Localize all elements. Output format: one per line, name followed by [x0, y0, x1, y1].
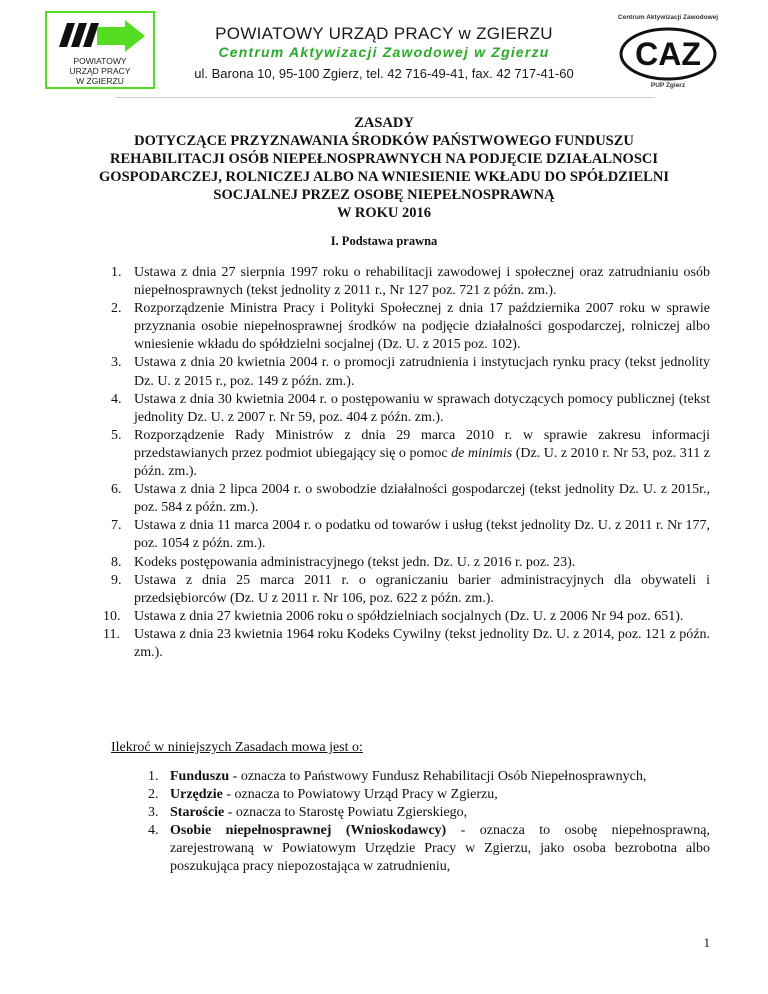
list-item	[111, 481, 710, 517]
list-item	[148, 822, 710, 876]
item-number: 6.	[111, 482, 122, 498]
caz-emblem-icon	[618, 26, 718, 82]
pup-logo	[45, 11, 155, 89]
organization-address: ul. Barona 10, 95-100 Zgierz, tel. 42 716-49-41, fax. 42 717-41-60	[194, 66, 574, 81]
item-text: Ustawa z dnia 27 kwietnia 2006 roku o spółdzielniach socjalnych (Dz. U. z 2006 Nr 94 poz. 651).	[134, 608, 684, 624]
list-item	[103, 608, 710, 626]
item-text: Ustawa z dnia 20 kwietnia 2004 r. o promocji zatrudnienia i instytucjach rynku pracy (tekst jednolity Dz. U. z 2015 r., poz. 149 z późn. zm.).	[134, 355, 710, 389]
definition-term: Funduszu	[170, 769, 230, 784]
pup-logo-text	[47, 56, 153, 86]
header-divider	[115, 97, 655, 98]
item-text: Ustawa z dnia 11 marca 2004 r. o podatku od towarów i usług (tekst jednolity Dz. U. z 2011 r. Nr 177, poz. 1054 z późn. zm.).	[134, 518, 710, 552]
document-title	[30, 114, 738, 222]
title-line: DOTYCZĄCE PRZYZNAWANIA ŚRODKÓW PAŃSTWOWEGO FUNDUSZU	[134, 133, 634, 149]
item-number: 2.	[148, 787, 159, 803]
list-item	[111, 300, 710, 354]
definition-text: - oznacza to Powiatowy Urząd Pracy w Zgierzu,	[222, 787, 498, 803]
item-text: Kodeks postępowania administracyjnego (tekst jedn. Dz. U. z 2016 r. poz. 23).	[134, 554, 576, 570]
list-item	[111, 517, 710, 553]
item-text: Ustawa z dnia 30 kwietnia 2004 r. o postępowaniu w sprawach dotyczących pomocy publicznej (tekst jednolity Dz. U. z 2007 r. Nr 59, poz. 404 z późn. zm.).	[134, 391, 710, 425]
item-number: 9.	[111, 572, 122, 588]
item-number: 11.	[103, 626, 120, 642]
title-line: GOSPODARCZEJ, ROLNICZEJ ALBO NA WNIESIENIE WKŁADU DO SPÓŁDZIELNI	[99, 169, 669, 185]
list-item	[148, 768, 710, 786]
list-item	[111, 391, 710, 427]
item-number: 1.	[111, 265, 122, 280]
item-text: Ustawa z dnia 23 kwietnia 1964 roku Kodeks Cywilny (tekst jednolity Dz. U. z 2014, poz. 121 z późn. zm.).	[134, 626, 710, 660]
title-line: SOCJALNEJ PRZEZ OSOBĘ NIEPEŁNOSPRAWNĄ	[213, 187, 555, 203]
definition-term: Urzędzie	[170, 787, 223, 803]
organization-subtitle: Centrum Aktywizacji Zawodowej w Zgierzu	[218, 44, 550, 60]
list-item	[111, 427, 710, 481]
list-item	[148, 786, 710, 804]
item-number: 4.	[148, 823, 159, 839]
item-number: 5.	[111, 427, 122, 443]
item-number: 4.	[111, 391, 122, 407]
title-line: W ROKU 2016	[337, 205, 431, 221]
definition-text: - oznacza to Państwowy Fundusz Rehabilitacji Osób Niepełnosprawnych,	[229, 769, 647, 784]
section-heading: I. Podstawa prawna	[330, 234, 438, 248]
item-text: Ustawa z dnia 25 marca 2011 r. o ograniczaniu barier administracyjnych dla obywateli i przedsiębiorców (Dz. U z 2011 r. Nr 106, poz. 622 z późn. zm.).	[134, 572, 710, 606]
item-number: 7.	[111, 518, 122, 534]
item-text: Ustawa z dnia 27 sierpnia 1997 roku o rehabilitacji zawodowej i społecznej oraz zatrudnianiu osób niepełnosprawnych (tekst jednolity z 2011 r., Nr 127 poz. 721 z późn. zm.).	[134, 265, 710, 299]
caz-logo	[612, 14, 724, 94]
item-text-italic: de minimis	[451, 445, 513, 461]
item-number: 8.	[111, 554, 122, 570]
letterhead	[0, 0, 768, 100]
definitions-list	[148, 768, 710, 877]
list-item	[148, 804, 710, 822]
item-number: 1.	[148, 769, 159, 784]
arrow-logo-icon	[53, 17, 149, 57]
caz-bottom-text: PUP Zgierz	[650, 82, 686, 89]
definition-term: Osobie niepełnosprawnej (Wnioskodawcy)	[170, 823, 447, 839]
item-number: 2.	[111, 301, 122, 317]
list-item	[103, 626, 710, 662]
definition-term: Staroście	[170, 805, 225, 821]
definitions-heading: Ilekroć w niniejszych Zasadach mowa jest o:	[111, 740, 363, 755]
caz-letters: CAZ	[635, 36, 701, 72]
logo-line: POWIATOWY	[73, 56, 127, 66]
definition-text: - oznacza to osobę niepełnosprawną, zarejestrowaną w Powiatowym Urzędzie Pracy w Zgierzu, jako osoba bezrobotna albo poszukująca pracy niepozostająca w zatrudnieniu,	[170, 823, 711, 875]
list-item	[111, 572, 710, 608]
definition-text: - oznacza to Starostę Powiatu Zgierskiego,	[224, 805, 468, 821]
list-item	[111, 554, 710, 572]
caz-top-text: Centrum Aktywizacji Zawodowej	[617, 14, 719, 21]
list-item	[111, 264, 710, 300]
item-number: 10.	[103, 608, 121, 624]
page-number: 1	[703, 935, 710, 950]
organization-title: POWIATOWY URZĄD PRACY w ZGIERZU	[215, 24, 553, 43]
item-number: 3.	[148, 805, 159, 821]
legal-basis-list	[103, 264, 710, 662]
logo-line: W ZGIERZU	[76, 76, 124, 86]
item-text: Rozporządzenie Ministra Pracy i Polityki Społecznej z dnia 17 października 2007 roku w sprawie przyznania osobie niepełnosprawnej środków na podjęcie działalności gospodarczej, rolniczej albo wniesienie wkładu do spółdzielni socjalnej (Dz. U. z 2015 poz. 102).	[134, 301, 710, 353]
title-line: ZASADY	[354, 115, 414, 131]
logo-line: URZĄD PRACY	[69, 66, 131, 76]
item-text: Ustawa z dnia 2 lipca 2004 r. o swobodzie działalności gospodarczej (tekst jednolity Dz. U. z 2015r., poz. 584 z późn. zm.).	[134, 482, 710, 516]
title-line: REHABILITACJI OSÓB NIEPEŁNOSPRAWNYCH NA PODJĘCIE DZIAŁALNOSCI	[109, 151, 658, 167]
item-text: (Dz. U. z 2010 r. Nr 53, poz. 311 z późn. zm.).	[134, 445, 710, 480]
item-number: 3.	[111, 355, 122, 371]
list-item	[111, 354, 710, 390]
item-text: Rozporządzenie Rady Ministrów z dnia 29 marca 2010 r. w sprawie zakresu informacji przedstawianych przez podmiot ubiegający się o pomoc	[134, 427, 710, 461]
